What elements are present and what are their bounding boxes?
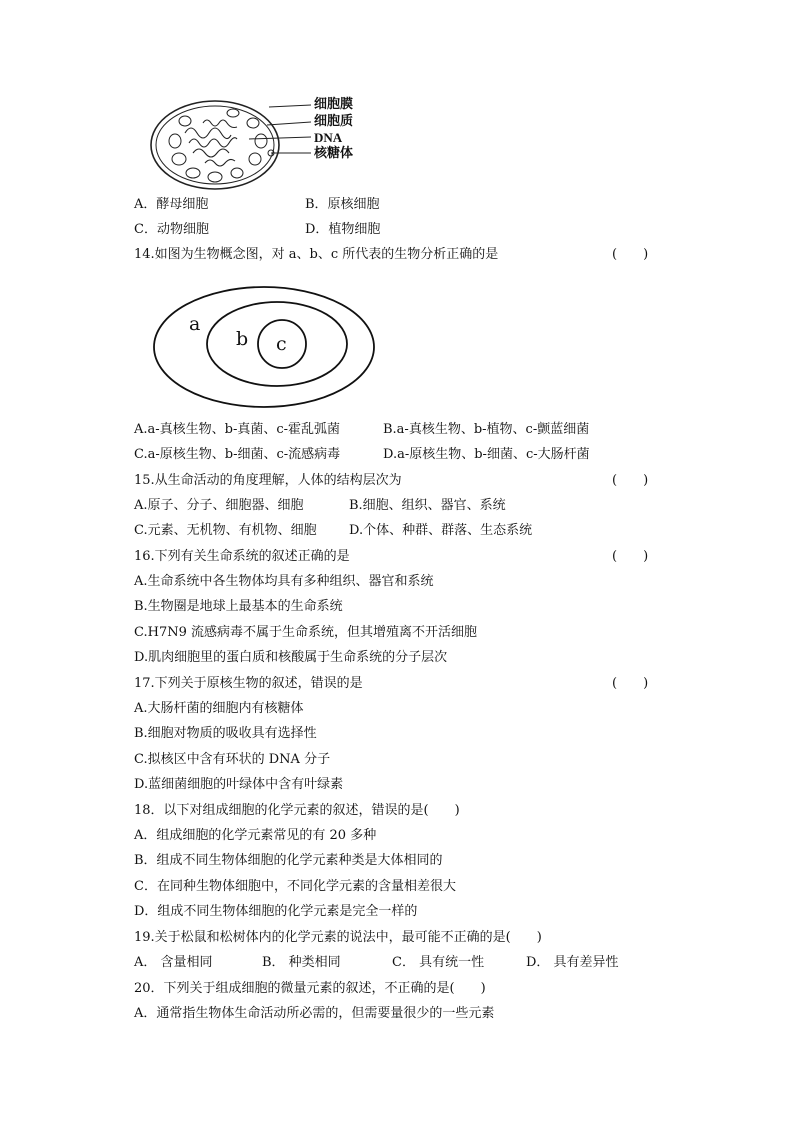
q20-stem: 20．下列关于组成细胞的微量元素的叙述，不正确的是( ) bbox=[134, 981, 486, 996]
label-dna: DNA bbox=[314, 130, 343, 145]
q16-option-a: A.生命系统中各生物体均具有多种组织、器官和系统 bbox=[134, 574, 434, 589]
dna-strands bbox=[185, 120, 237, 166]
q13-option-c: C．动物细胞 bbox=[134, 222, 209, 237]
q16-option-b: B.生物圈是地球上最基本的生命系统 bbox=[134, 599, 343, 614]
q19-option-d: D． 具有差异性 bbox=[526, 955, 619, 970]
q15-option-c: C.元素、无机物、有机物、细胞 bbox=[134, 523, 317, 538]
q14-option-c: C.a-原核生物、b-细菌、c-流感病毒 bbox=[134, 447, 341, 462]
q13-option-b: B．原核细胞 bbox=[305, 197, 380, 212]
q16-paren: ( ) bbox=[612, 549, 649, 564]
q17-option-a: A.大肠杆菌的细胞内有核糖体 bbox=[134, 701, 304, 716]
q15-option-d: D.个体、种群、群落、生态系统 bbox=[349, 523, 533, 538]
label-cytoplasm: 细胞质 bbox=[314, 114, 354, 129]
q17-option-c: C.拟核区中含有环状的 DNA 分子 bbox=[134, 752, 331, 767]
q18-option-d: D．组成不同生物体细胞的化学元素是完全一样的 bbox=[134, 904, 418, 919]
q15-option-b: B.细胞、组织、器官、系统 bbox=[349, 498, 506, 513]
q14-option-d: D.a-原核生物、b-细菌、c-大肠杆菌 bbox=[383, 447, 590, 462]
q15-option-a: A.原子、分子、细胞器、细胞 bbox=[134, 498, 304, 513]
q16-stem: 16.下列有关生命系统的叙述正确的是 bbox=[134, 549, 350, 564]
q19-option-a: A． 含量相同 bbox=[134, 955, 213, 970]
q17-option-b: B.细胞对物质的吸收具有选择性 bbox=[134, 726, 317, 741]
q16-option-c: C.H7N9 流感病毒不属于生命系统，但其增殖离不开活细胞 bbox=[134, 625, 478, 640]
q16-option-d: D.肌肉细胞里的蛋白质和核酸属于生命系统的分子层次 bbox=[134, 650, 448, 665]
q17-paren: ( ) bbox=[612, 676, 649, 691]
q15-stem: 15.从生命活动的角度理解，人体的结构层次为 bbox=[134, 473, 402, 488]
q19-option-b: B． 种类相同 bbox=[262, 955, 341, 970]
q18-option-c: C．在同种生物体细胞中，不同化学元素的含量相差很大 bbox=[134, 879, 456, 894]
ellipse-a bbox=[154, 287, 374, 407]
q19-stem: 19.关于松鼠和松树体内的化学元素的说法中，最可能不正确的是( ) bbox=[134, 930, 542, 945]
q18-option-a: A．组成细胞的化学元素常见的有 20 多种 bbox=[134, 828, 377, 843]
q15-paren: ( ) bbox=[612, 473, 649, 488]
label-b: b bbox=[236, 328, 249, 350]
q14-option-b: B.a-真核生物、b-植物、c-颤蓝细菌 bbox=[383, 422, 590, 437]
cell-diagram bbox=[145, 93, 315, 203]
q14-paren: ( ) bbox=[612, 247, 649, 262]
q18-option-b: B．组成不同生物体细胞的化学元素种类是大体相同的 bbox=[134, 853, 443, 868]
q14-option-a: A.a-真核生物、b-真菌、c-霍乱弧菌 bbox=[134, 422, 341, 437]
q14-stem: 14.如图为生物概念图，对 a、b、c 所代表的生物分析正确的是 bbox=[134, 247, 499, 262]
label-cell-membrane: 细胞膜 bbox=[314, 97, 354, 112]
q18-stem: 18．以下对组成细胞的化学元素的叙述，错误的是( ) bbox=[134, 803, 460, 818]
label-ribosome: 核糖体 bbox=[314, 146, 354, 161]
q13-option-d: D．植物细胞 bbox=[305, 222, 381, 237]
q17-stem: 17.下列关于原核生物的叙述，错误的是 bbox=[134, 676, 363, 691]
label-c: c bbox=[276, 333, 287, 355]
q20-option-a: A．通常指生物体生命活动所必需的，但需要量很少的一些元素 bbox=[134, 1006, 495, 1021]
label-a: a bbox=[189, 313, 201, 335]
q13-option-a: A．酵母细胞 bbox=[134, 197, 209, 212]
q19-option-c: C． 具有统一性 bbox=[392, 955, 485, 970]
q17-option-d: D.蓝细菌细胞的叶绿体中含有叶绿素 bbox=[134, 777, 344, 792]
concept-diagram bbox=[150, 284, 382, 410]
